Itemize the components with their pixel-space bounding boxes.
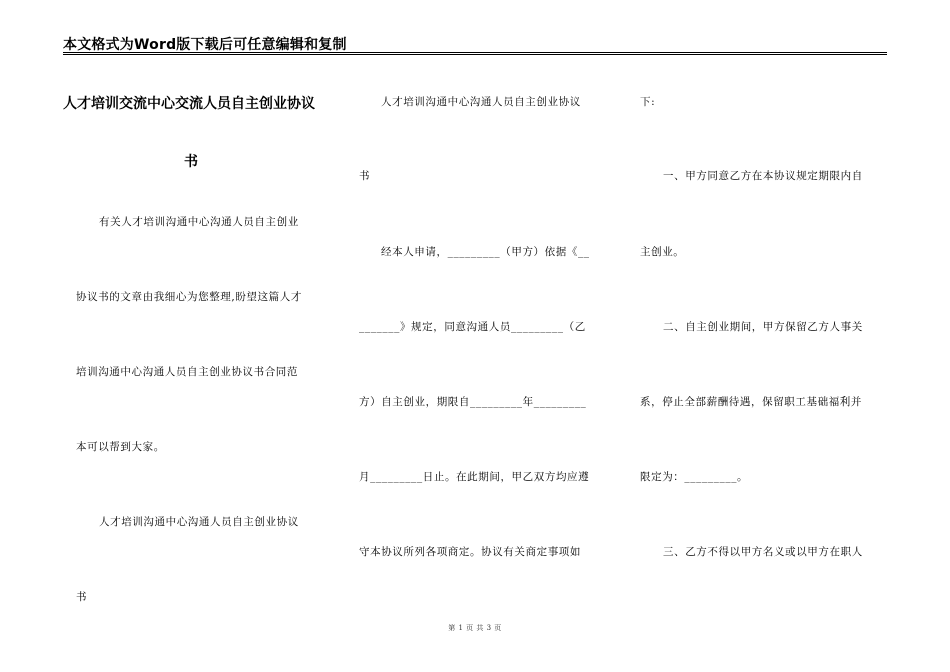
paragraph-line: 本可以帮到大家。 [76, 441, 165, 453]
page-number-footer: 第 1 页 共 3 页 [448, 624, 502, 632]
document-heading-line-2: 书 [184, 154, 198, 170]
paragraph-line: 限定为：_________。 [640, 471, 749, 483]
document-header-title: 本文格式为Word版下载后可任意编辑和复制 [63, 37, 347, 53]
paragraph-line: 主创业。 [640, 246, 685, 258]
paragraph-line: 书 [359, 170, 371, 182]
paragraph-line: 一、甲方同意乙方在本协议规定期限内自 [663, 170, 863, 182]
paragraph-line: 二、自主创业期间，甲方保留乙方人事关 [663, 321, 863, 333]
paragraph-line: 人才培训沟通中心沟通人员自主创业协议 [99, 516, 299, 528]
paragraph-line: 三、乙方不得以甲方名义或以甲方在职人 [663, 546, 863, 558]
paragraph-line: 协议书的文章由我细心为您整理,盼望这篇人才 [76, 291, 302, 303]
document-heading-line-1: 人才培训交流中心交流人员自主创业协议 [63, 96, 315, 112]
paragraph-line: 月_________日止。在此期间，甲乙双方均应遵 [359, 471, 590, 483]
paragraph-line: 经本人申请，_________（甲方）依据《__ [381, 246, 590, 258]
paragraph-line: 有关人才培训沟通中心沟通人员自主创业 [99, 216, 299, 228]
paragraph-line: 人才培训沟通中心沟通人员自主创业协议 [381, 96, 581, 108]
paragraph-line: 方）自主创业，期限自_________年_________ [359, 396, 587, 408]
header-rule [63, 52, 887, 53]
paragraph-line: 系，停止全部薪酬待遇，保留职工基础福利并 [640, 396, 862, 408]
paragraph-line: _______》规定，同意沟通人员_________（乙 [359, 321, 586, 333]
header-rule-secondary [63, 54, 887, 55]
paragraph-line: 下: [640, 96, 656, 108]
paragraph-line: 培训沟通中心沟通人员自主创业协议书合同范 [76, 366, 298, 378]
paragraph-line: 书 [76, 591, 88, 603]
paragraph-line: 守本协议所列各项商定。协议有关商定事项如 [359, 546, 581, 558]
